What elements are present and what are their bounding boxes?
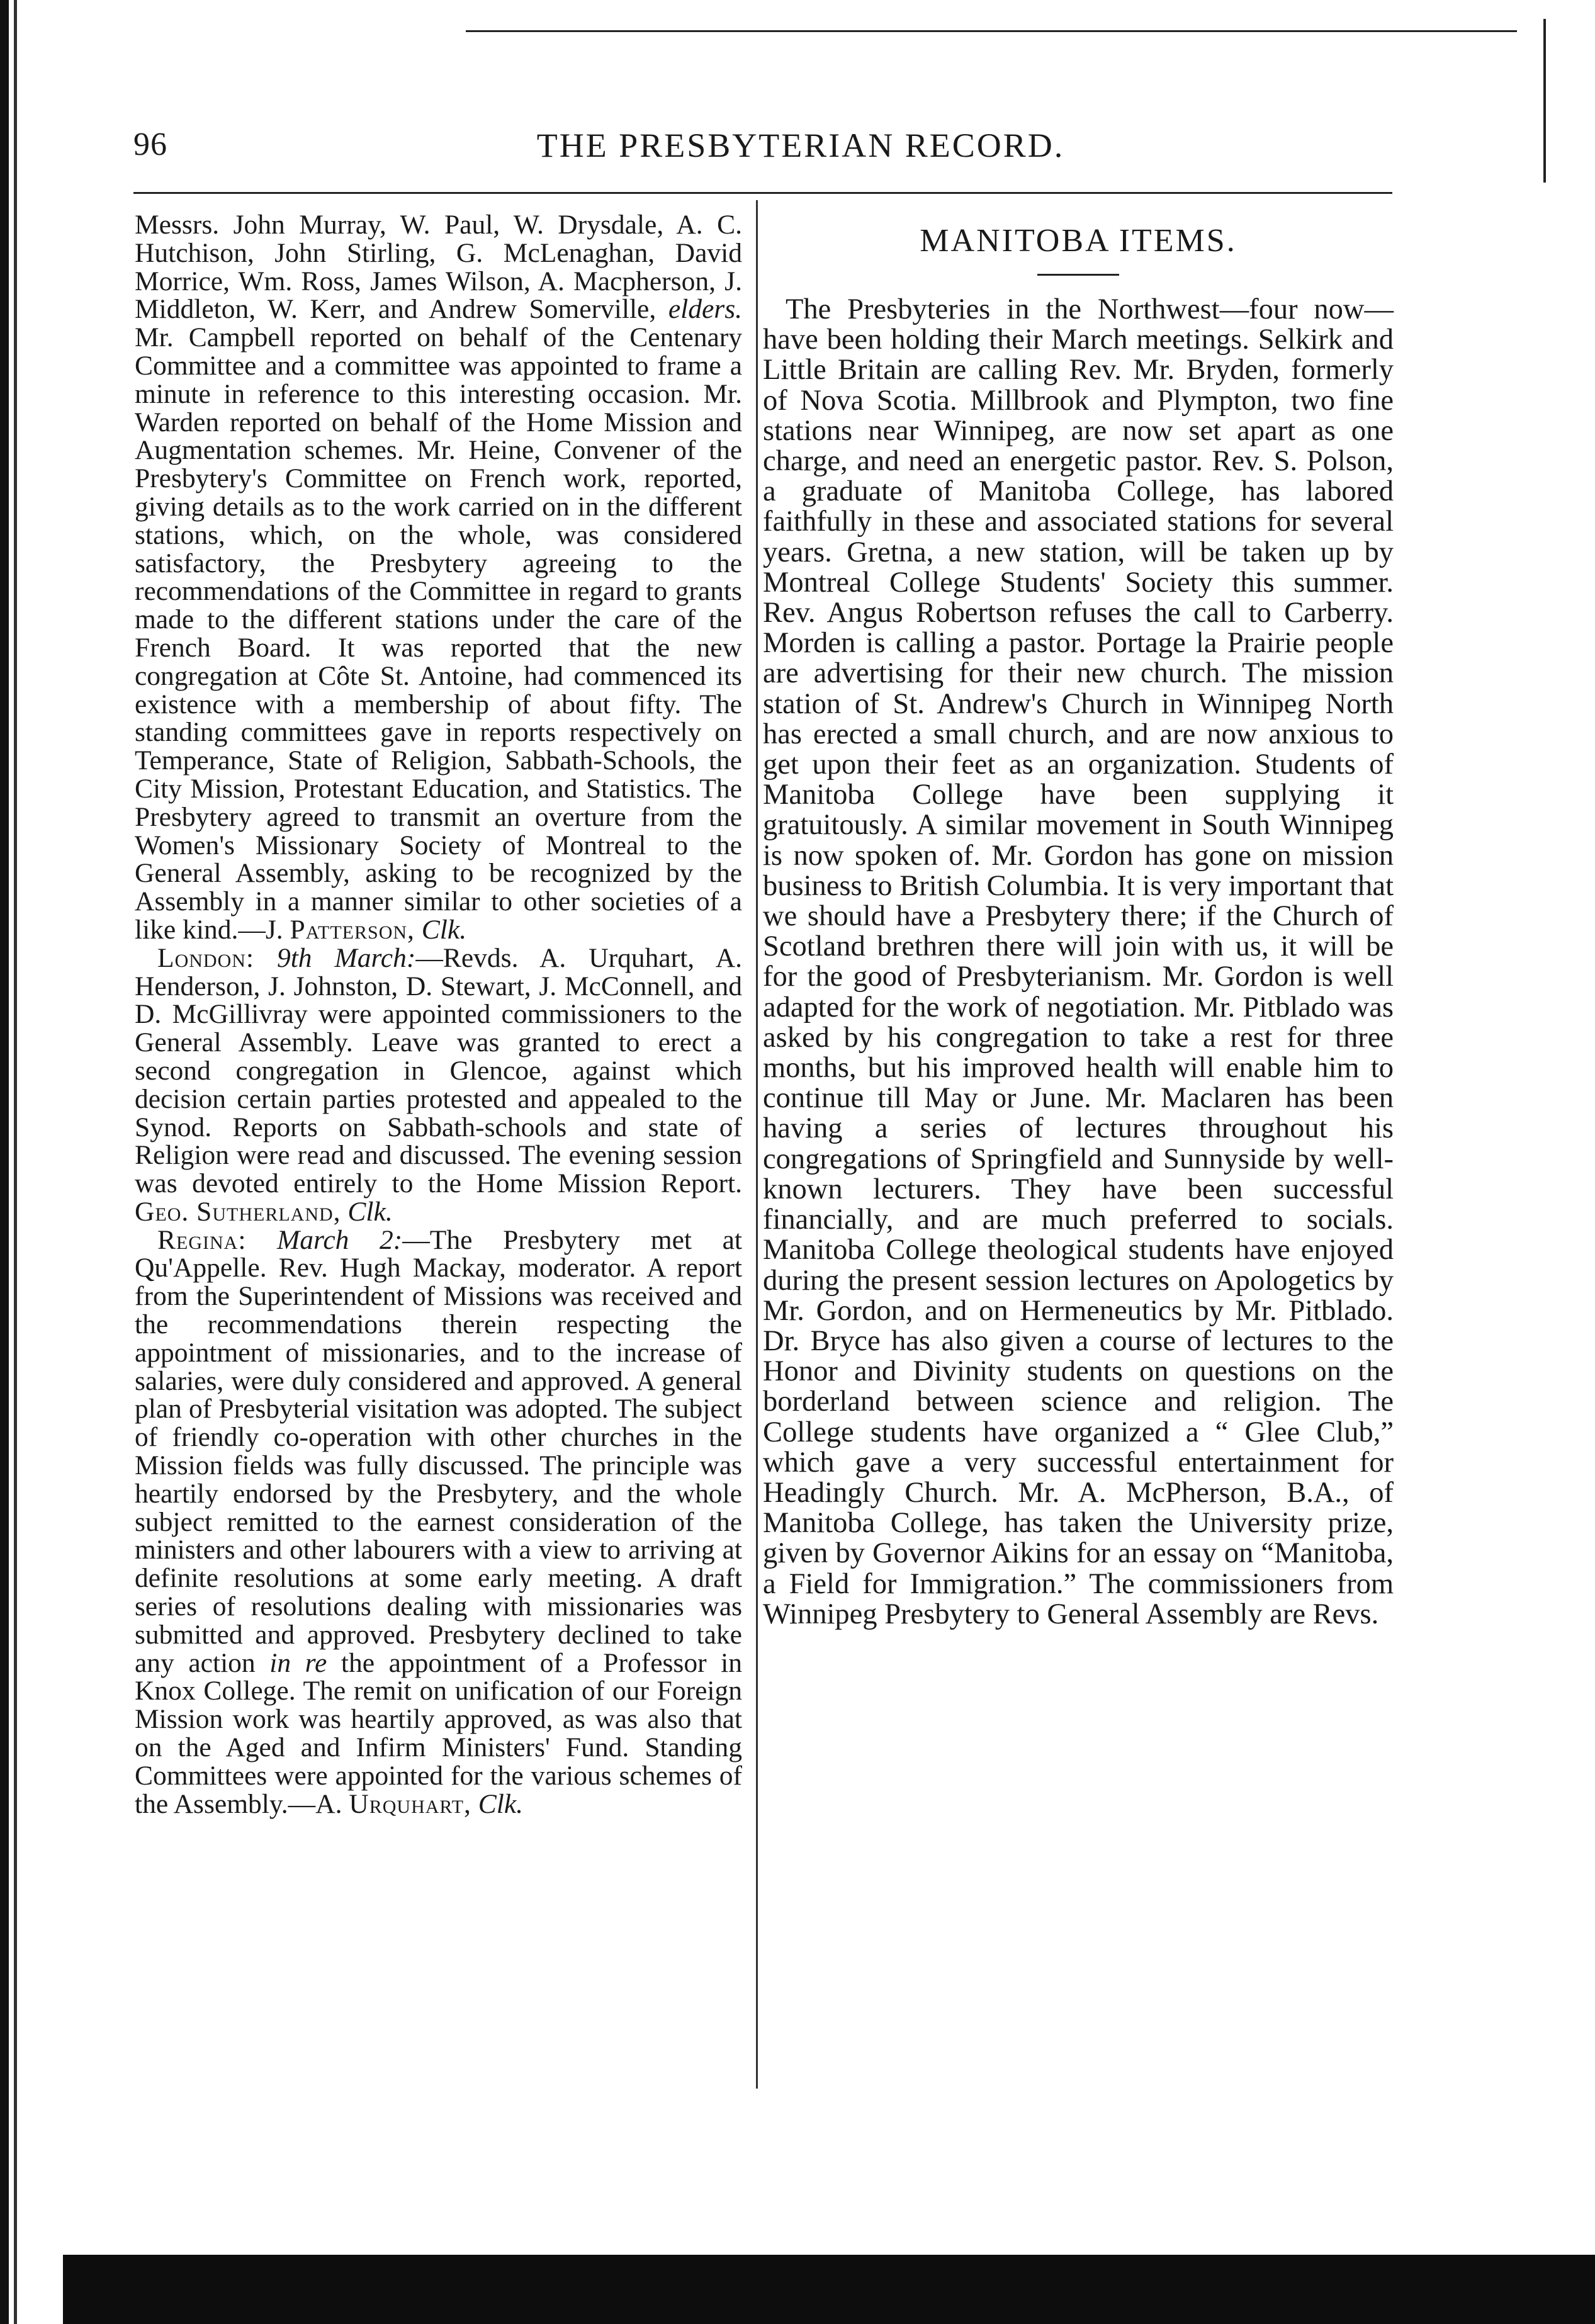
- london-report-text: —Revds. A. Urquhart, A. Henderson, J. Johnston, D. Stewart, J. McConnell, and D. McGillivray were appointed commissioners to the General Assembly. Leave was granted to erect a second congregation in Glencoe, against which decision certain parties protested and appealed to the Synod. Reports on Sabbath-schools and state of Religion were read and discussed. The evening session was devoted entirely to the Home Mission Report.: [135, 942, 742, 1199]
- regina-signature: Urquhart,: [349, 1788, 471, 1819]
- london-clerk: Clk.: [341, 1196, 393, 1227]
- scan-edge-shadow: [0, 0, 9, 2324]
- heading-rule: [1037, 274, 1119, 276]
- montreal-report-paragraph: [135, 211, 742, 944]
- scan-right-rule: [1543, 19, 1546, 183]
- header-rule: [133, 192, 1392, 194]
- elders-italic: elders.: [668, 294, 742, 325]
- in-re-italic: in re: [269, 1647, 327, 1678]
- montreal-signature: Patterson,: [290, 914, 415, 945]
- london-date: 9th March:: [254, 942, 416, 973]
- page-number: 96: [133, 127, 167, 162]
- london-report-paragraph: [135, 944, 742, 1226]
- manitoba-items-paragraph: The Presbyteries in the Northwest—four now—have been holding their March meetings. Selkirk and Little Britain are calling Rev. Mr. Bryden, formerly of Nova Scotia. Millbrook and Plympton, two fine stations near Winnipeg, are now set apart as one charge, and need an energetic pastor. Rev. S. Polson, a graduate of Manitoba College, has labored faithfully in these and associated stations for several years. Gretna, a new station, will be taken up by Montreal College Students' Society this summer. Rev. Angus Robertson refuses the call to Carberry. Morden is calling a pastor. Portage la Prairie people are advertising for their new church. The mission station of St. Andrew's Church in Winnipeg North has erected a small church, and are now anxious to get upon their feet as an organization. Students of Manitoba College have been supplying it gratuitously. A similar movement in South Winnipeg is now spoken of. Mr. Gordon has gone on mission business to British Columbia. It is very important that we should have a Presbytery there; if the Church of Scotland brethren there will join with us, it will be for the good of Presbyterianism. Mr. Gordon is well adapted for the work of negotiation. Mr. Pitblado was asked by his congregation to take a rest for three months, but his improved health will enable him to continue till May or June. Mr. Maclaren has been having a series of lectures throughout his congregations of Springfield and Sunnyside by well-known lecturers. They have been successful financially, and are much preferred to socials. Manitoba College theological students have enjoyed during the present session lectures on Apologetics by Mr. Gordon, and on Hermeneutics by Mr. Pitblado. Dr. Bryce has also given a course of lectures to the Honor and Divinity students on questions on the borderland between science and religion. The College students have organized a “ Glee Club,” which gave a very successful entertainment for Headingly Church. Mr. A. McPherson, B.A., of Manitoba College, has taken the University prize, given by Governor Aikins for an essay on “Manitoba, a Field for Immigration.” The commissioners from Winnipeg Presbytery to General Assembly are Revs.: [763, 293, 1394, 1630]
- regina-date: March 2:: [246, 1224, 403, 1255]
- montreal-report-text-a: Messrs. John Murray, W. Paul, W. Drysdale, A. C. Hutchison, John Stirling, G. McLenaghan, David Morrice, Wm. Ross, James Wilson, A. Macpherson, J. Middleton, W. Kerr, and Andrew Somerville,: [135, 210, 742, 325]
- scan-bottom-band: [63, 2255, 1595, 2324]
- scan-edge-line: [14, 0, 17, 2324]
- regina-report-text-2: the appointment of a Professor in Knox College. The remit on unification of our Foreign Mission work was heartily approved, as was also that on the Aged and Infirm Ministers' Fund. Standing Committees were appointed for the various schemes of the Assembly.—A.: [135, 1647, 743, 1819]
- regina-place: Regina:: [157, 1224, 247, 1255]
- regina-clerk: Clk.: [471, 1788, 524, 1819]
- left-column: [135, 211, 742, 1818]
- montreal-report-text-b: Mr. Campbell reported on behalf of the Centenary Committee and a committee was appointed to frame a minute in reference to this interesting occasion. Mr. Warden reported on behalf of the Home Mission and Augmentation schemes. Mr. Heine, Convener of the Presbytery's Committee on French work, reported, giving details as to the work carried on in the different stations, which, on the whole, was considered satisfactory, the Presbytery agreeing to the recommendations of the Committee in regard to grants made to the different stations under the care of the French Board. It was reported that the new congregation at Côte St. Antoine, had commenced its existence with a membership of about fifty. The standing committees gave in reports respectively on Temperance, State of Religion, Sabbath-Schools, the City Mission, Protestant Education, and Statistics. The Presbytery agreed to transmit an overture from the Women's Missionary Society of Montreal to the General Assembly, asking to be recognized by the Assembly in a manner similar to other societies of a like kind.—J.: [135, 322, 742, 945]
- london-signature: Geo. Sutherland,: [135, 1196, 341, 1227]
- montreal-clerk: Clk.: [414, 914, 467, 945]
- running-title: THE PRESBYTERIAN RECORD.: [536, 127, 1065, 164]
- regina-report-paragraph: [135, 1226, 742, 1819]
- column-divider: [756, 200, 758, 2089]
- right-column: [763, 211, 1394, 1630]
- page-header: [133, 126, 1443, 183]
- scan-top-rule: [466, 30, 1517, 32]
- london-place: London:: [157, 942, 254, 973]
- manitoba-items-heading: MANITOBA ITEMS.: [920, 223, 1237, 259]
- regina-report-text: —The Presbytery met at Qu'Appelle. Rev. Hugh Mackay, moderator. A report from the Superintendent of Missions was received and the recommendations therein respecting the appointment of missionaries, and to the increase of salaries, were duly considered and approved. A general plan of Presbyterial visitation was adopted. The subject of friendly co-operation with other churches in the Mission fields was fully discussed. The principle was heartily endorsed by the Presbytery, and the whole subject remitted to the earnest consideration of the ministers and other labourers with a view to arriving at definite resolutions at some early meeting. A draft series of resolutions dealing with missionaries was submitted and approved. Presbytery declined to take any action: [135, 1224, 743, 1678]
